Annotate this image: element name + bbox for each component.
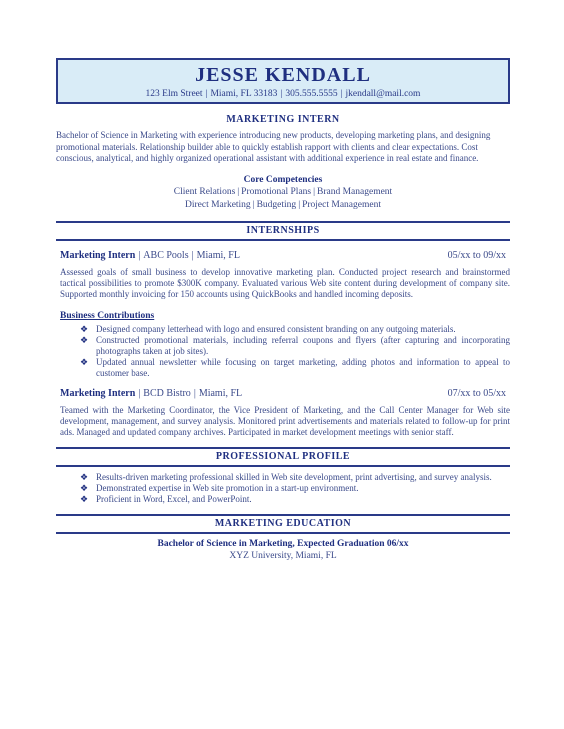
list-item	[80, 494, 510, 505]
competency: Promotional Plans	[241, 186, 312, 197]
profile-list	[56, 472, 510, 505]
list-item	[80, 483, 510, 494]
bullet-text: Designed company letterhead with logo and ensured consistent branding on any outgoing materials.	[96, 323, 456, 334]
job-company: ABC Pools	[143, 249, 189, 261]
list-item	[80, 472, 510, 483]
separator: |	[205, 89, 208, 99]
bullet-icon: ❖	[80, 493, 89, 504]
separator: |	[138, 249, 141, 261]
core-competencies-title: Core Competencies	[243, 174, 323, 185]
job-title: Marketing Intern	[60, 387, 136, 399]
separator: |	[252, 199, 255, 210]
job-location: Miami, FL	[198, 387, 243, 399]
core-competencies-line-2	[56, 199, 510, 212]
bullet-icon: ❖	[80, 471, 89, 482]
bullet-text: Results-driven marketing professional skilled in Web site development, print advertising, and survey analysis.	[96, 471, 492, 482]
separator: |	[313, 186, 316, 197]
bullet-icon: ❖	[80, 356, 89, 367]
bullet-text: Constructed promotional materials, including referral coupons and flyers (after capturing and incorporating photographs taken at job sites).	[96, 334, 510, 356]
resume-page	[56, 58, 510, 562]
contributions-list	[56, 324, 510, 379]
contact-line	[58, 88, 508, 100]
job-info	[60, 388, 242, 400]
job-header	[56, 250, 510, 262]
phone: 305.555.5555	[285, 89, 338, 99]
separator: |	[138, 387, 141, 399]
job-description: Teamed with the Marketing Coordinator, the Vice President of Marketing, and the Call Center Manager for Web site development, management, and survey analysis. Monitored print advertisements and materials related to follow-up for print ads. Managed and updated company archives. Participated in market development meetings with senior staff.	[60, 404, 510, 437]
competency: Budgeting	[256, 199, 297, 210]
bullet-text: Updated annual newsletter while focusing on target marketing, adding photos and information to appeal to customer base.	[96, 356, 510, 378]
separator: |	[237, 186, 240, 197]
job-dates: 05/xx to 09/xx	[447, 249, 506, 261]
school: XYZ University, Miami, FL	[229, 550, 337, 561]
professional-profile-heading: PROFESSIONAL PROFILE	[56, 447, 510, 467]
candidate-name: JESSE KENDALL	[195, 64, 371, 86]
bullet-icon: ❖	[80, 323, 89, 334]
job-location: Miami, FL	[196, 249, 240, 261]
job-dates: 07/xx to 05/xx	[447, 387, 506, 399]
summary-paragraph: Bachelor of Science in Marketing with experience introducing new products, developing marketing plans, and designing promotional materials. Relationship builder able to quickly establish rapport with clients and clear expectations. Cost conscious, analytical, and highly organized operational assistant with additional experience in real estate and finance.	[56, 130, 491, 163]
competency: Direct Marketing	[185, 199, 251, 210]
list-item	[80, 335, 510, 357]
bullet-icon: ❖	[80, 334, 89, 345]
job-description: Assessed goals of small business to develop innovative marketing plan. Conducted project research and brainstormed tactical possibilities to promote $300K company. Evaluated various Web site content during development of company site. Supported monthly invoicing for 150 accounts using QuickBooks and handled incoming deposits.	[60, 266, 510, 299]
bullet-icon: ❖	[80, 482, 89, 493]
education-heading: MARKETING EDUCATION	[56, 514, 510, 534]
address: 123 Elm Street	[145, 89, 203, 99]
core-competencies-line-1	[56, 186, 510, 199]
resume-header	[56, 58, 510, 104]
separator: |	[340, 89, 343, 99]
competency: Client Relations	[173, 186, 236, 197]
competency: Brand Management	[317, 186, 393, 197]
degree: Bachelor of Science in Marketing, Expected Graduation 06/xx	[157, 538, 409, 549]
list-item	[80, 357, 510, 379]
business-contributions-title: Business Contributions	[60, 310, 155, 321]
job-title: Marketing Intern	[60, 249, 136, 261]
bullet-text: Demonstrated expertise in Web site promotion in a start-up environment.	[96, 482, 359, 493]
internships-heading: INTERNSHIPS	[56, 221, 510, 241]
objective-title: MARKETING INTERN	[226, 114, 340, 125]
separator: |	[280, 89, 283, 99]
job-header	[56, 388, 510, 400]
city: Miami, FL 33183	[210, 89, 278, 99]
job-info	[60, 250, 240, 262]
email: jkendall@mail.com	[345, 89, 421, 99]
separator: |	[193, 387, 196, 399]
separator: |	[191, 249, 194, 261]
job-company: BCD Bistro	[143, 387, 191, 399]
competency: Project Management	[302, 199, 381, 210]
separator: |	[298, 199, 301, 210]
list-item	[80, 324, 510, 335]
bullet-text: Proficient in Word, Excel, and PowerPoint.	[96, 493, 252, 504]
